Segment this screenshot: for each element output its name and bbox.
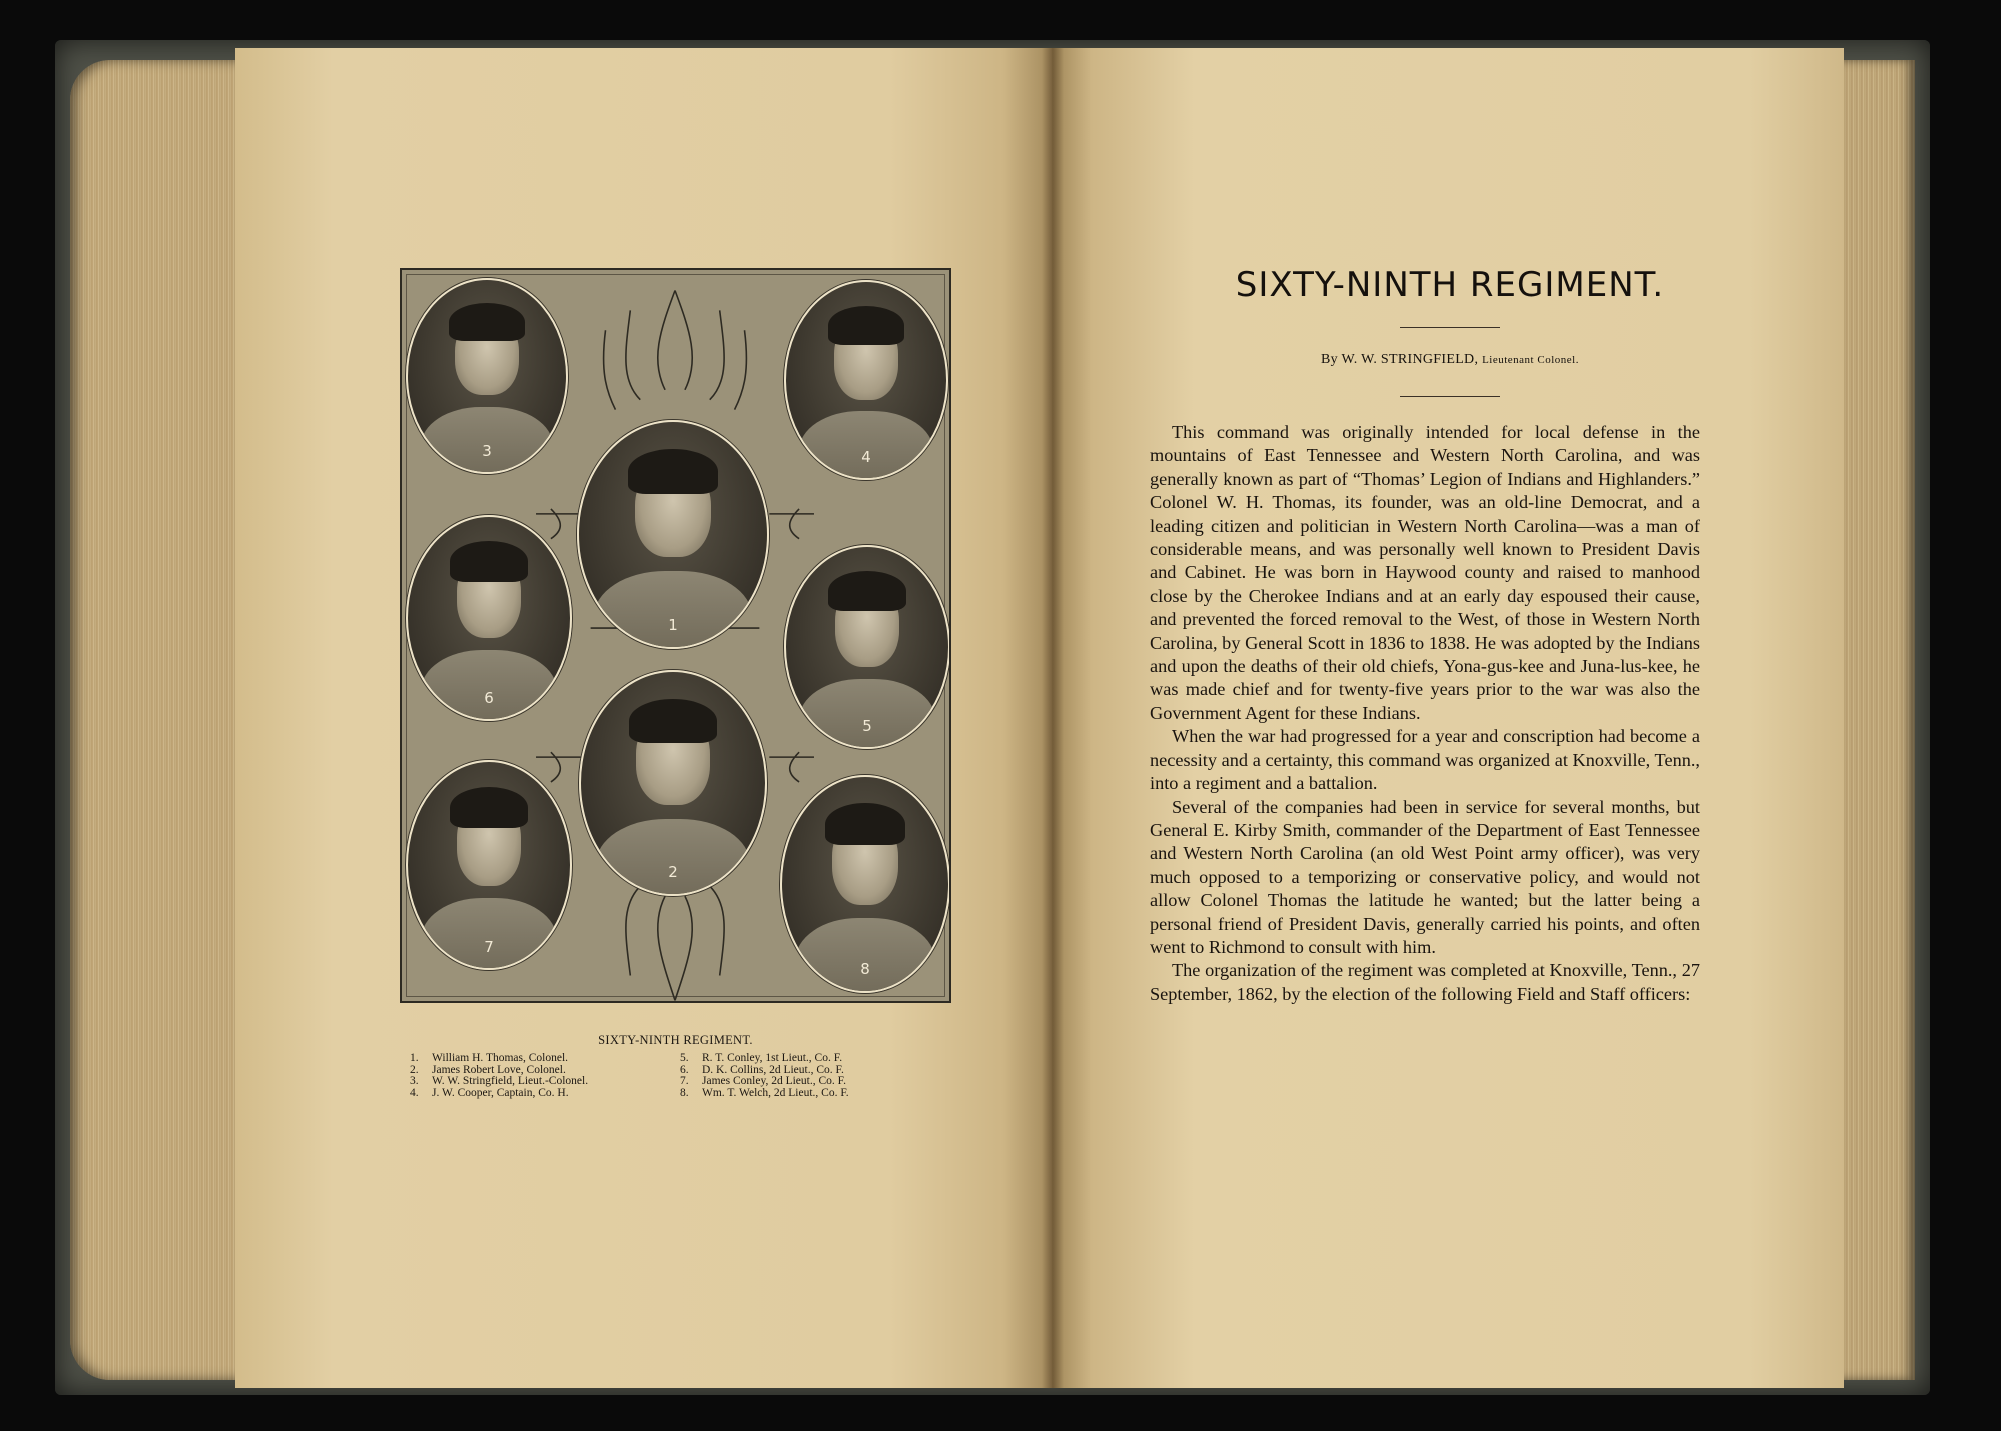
legend-item: 1. William H. Thomas, Colonel. [410,1052,569,1064]
byline [1120,352,1780,368]
paragraph: Several of the companies had been in service for several months, but General E. Kirby Smith, commander of the Department of East Tennessee and Western North Carolina (an old West Point army officer), was very much opposed to a temporizing or conservative policy, and would not allow Colonel Thomas the latitude he wanted; but the latter being a personal friend of President Davis, generally carried his points, and often went to Richmond to consult with him. [1150,796,1700,957]
book-gutter [1042,48,1064,1388]
legend-item: 4. J. W. Cooper, Captain, Co. H. [410,1086,569,1099]
portrait-number: 3 [482,442,492,461]
body-text [1150,421,1700,1006]
plate-caption: SIXTY-NINTH REGIMENT. [598,1033,753,1047]
portrait-number: 5 [862,717,872,735]
legend-item: 5. R. T. Conley, 1st Lieut., Co. F. [680,1052,843,1064]
portrait-number: 2 [668,862,678,881]
paragraph: This command was originally intended for local defense in the mountains of East Tennessee and Western North Carolina, and was generally known as part of “Thomas’ Legion of Indians and Highlanders.” Colonel W. H. Thomas, its founder, was an old-line Democrat, and a leading citizen and politician in Western North Carolina—was a man of considerable means, and was personally well known to President Davis and Cabinet. He was born in Haywood county and raised to manhood close by the Cherokee Indians and at an early day espoused their cause, and prevented the forced removal to the West, of those in Western North Carolina, by General Scott in 1836 to 1838. He was adopted by the Indians and upon the deaths of their old chiefs, Yona-gus-kee and Juna-lus-kee, he was made chief and for twenty-five years prior to the war was also the Government Agent for these Indians. [1150,422,1700,723]
legend-column-left [410,1053,588,1099]
legend-item: 2. James Robert Love, Colonel. [410,1063,566,1076]
legend-item: 6. D. K. Collins, 2d Lieut., Co. F. [680,1063,844,1076]
portrait-number: 4 [861,448,871,467]
portrait-1 [577,420,769,649]
byline-author: By W. W. STRINGFIELD, [1321,352,1479,367]
portrait-number: 7 [484,937,494,956]
title-rule [1400,327,1500,328]
portrait-7 [406,760,572,970]
portrait-number: 8 [860,960,870,979]
portrait-3 [406,278,568,474]
page-edges-left [70,60,240,1380]
byline-rule [1400,396,1500,397]
portrait-8 [780,775,950,993]
portrait-6 [406,515,572,721]
portrait-number: 6 [484,688,494,707]
portrait-plate [400,268,951,1003]
paragraph: The organization of the regiment was completed at Knoxville, Tenn., 27 September, 1862, by the election of the following Field and Staff officers: [1150,960,1700,1004]
legend-item: 8. Wm. T. Welch, 2d Lieut., Co. F. [680,1086,849,1099]
legend-item: 3. W. W. Stringfield, Lieut.-Colonel. [410,1075,589,1087]
page-edges-right [1840,60,1915,1380]
portrait-number: 1 [668,615,678,634]
chapter-title: SIXTY-NINTH REGIMENT. [1235,265,1665,305]
portrait-2 [579,670,767,896]
paragraph: When the war had progressed for a year and conscription had become a necessity and a certainty, this command was organized at Knoxville, Tenn., into a regiment and a battalion. [1150,726,1700,794]
portrait-4 [784,280,948,480]
legend-item: 7. James Conley, 2d Lieut., Co. F. [680,1075,846,1087]
legend-column-right [680,1053,849,1099]
portrait-5 [784,545,950,749]
byline-rank: Lieutenant Colonel. [1482,354,1579,366]
